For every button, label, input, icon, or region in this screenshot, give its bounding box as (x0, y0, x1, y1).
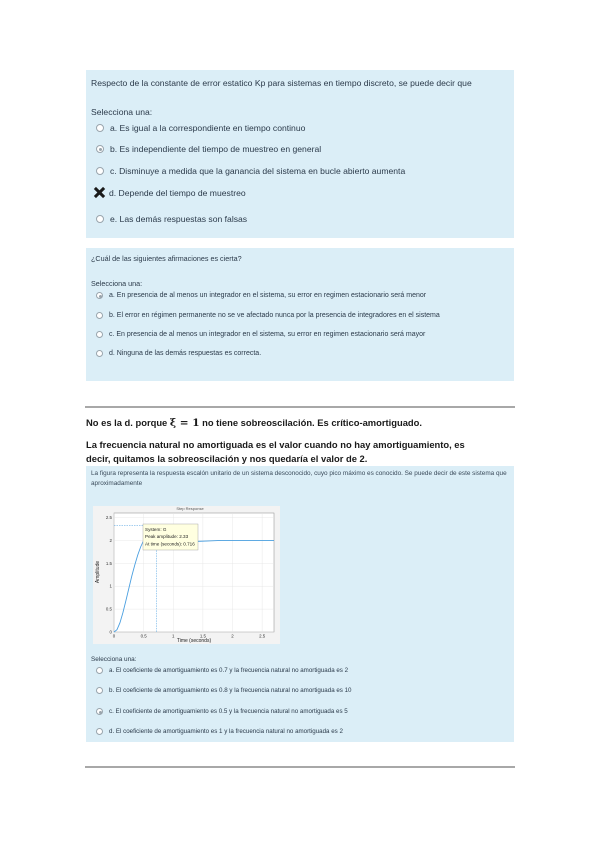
note-text: no tiene sobreoscilación. Es crítico-amortiguado. (202, 417, 422, 428)
option-label: a. En presencia de al menos un integrador en el sistema, su error en regimen estacionario será menor (109, 292, 427, 299)
question-3-card (86, 466, 514, 742)
incorrect-x-icon (94, 187, 105, 198)
divider (85, 766, 515, 768)
y-tick-label: 1.5 (105, 560, 112, 566)
radio-button[interactable] (96, 350, 103, 357)
question-1-option-a[interactable] (96, 123, 305, 133)
option-label: b. El coeficiente de amortiguamiento es 0.8 y la frecuencia natural no amortiguada es 10 (109, 687, 352, 694)
datatip-time: At time (seconds): 0.716 (145, 541, 195, 547)
question-1-option-c[interactable] (96, 166, 405, 176)
step-response-chart (93, 506, 280, 644)
question-1-text: Respecto de la constante de error estatico Kp para sistemas en tiempo discreto, se puede decir que (91, 78, 472, 88)
question-3-option-a[interactable] (96, 667, 348, 674)
question-3-option-d[interactable] (96, 728, 343, 735)
radio-button[interactable] (96, 167, 104, 175)
x-tick-label: 2 (231, 633, 234, 639)
datatip-amplitude: Peak amplitude: 2.33 (145, 534, 189, 539)
question-3-prompt: Selecciona una: (91, 656, 137, 663)
question-1-prompt: Selecciona una: (91, 107, 153, 117)
radio-button[interactable] (96, 124, 104, 132)
x-tick-label: 1 (172, 633, 175, 639)
radio-button[interactable] (96, 728, 103, 735)
option-label: c. El coeficiente de amortiguamiento es 0.5 y la frecuencia natural no amortiguada es 5 (109, 708, 348, 715)
question-2-option-d[interactable] (96, 350, 261, 357)
radio-button[interactable] (96, 687, 103, 694)
question-1-card (86, 70, 514, 238)
radio-button-checked[interactable] (96, 292, 103, 299)
question-3-text: La figura representa la respuesta escalón unitario de un sistema desconocido, cuyo pico máximo es conocido. Se puede decir de este sistema que aproximadamente (91, 470, 507, 487)
x-tick-label: 0.5 (140, 633, 147, 639)
radio-button[interactable] (96, 312, 103, 319)
y-tick-label: 2.5 (105, 515, 112, 521)
radio-button[interactable] (96, 215, 104, 223)
y-tick-label: 0.5 (105, 606, 112, 612)
question-3-option-b[interactable] (96, 687, 352, 694)
question-2-text: ¿Cuál de las siguientes afirmaciones es cierta? (91, 254, 242, 263)
radio-button[interactable] (96, 331, 103, 338)
radio-button[interactable] (96, 667, 103, 674)
y-tick-label: 1 (109, 583, 112, 589)
x-tick-label: 1.5 (199, 633, 206, 639)
option-label: d. Depende del tiempo de muestreo (109, 187, 246, 198)
note-line-3: decir, quitamos la sobreoscilación y nos quedaría el valor de 2. (86, 453, 368, 464)
question-1-option-e[interactable] (96, 214, 247, 224)
y-tick-label: 0 (109, 629, 112, 635)
xi-equation: ξ = 1 (169, 417, 200, 429)
question-2-prompt: Selecciona una: (91, 279, 143, 288)
datatip-system: System: G (145, 527, 167, 532)
question-2-card (86, 248, 514, 381)
question-2-option-b[interactable] (96, 312, 440, 319)
x-axis-label: Time (seconds) (176, 638, 212, 644)
option-label: b. Es independiente del tiempo de muestreo en general (110, 144, 322, 154)
y-tick-label: 2 (109, 537, 112, 543)
option-label: a. El coeficiente de amortiguamiento es 0.7 y la frecuencia natural no amortiguada es 2 (109, 667, 349, 674)
option-label: d. Ninguna de las demás respuestas es correcta. (109, 350, 262, 357)
divider (85, 406, 515, 408)
chart-title: Step Response (176, 506, 204, 511)
x-tick-label: 2.5 (259, 633, 266, 639)
step-response-plot (93, 506, 280, 644)
y-axis-label: Amplitude (95, 560, 101, 584)
question-2-option-a[interactable] (96, 292, 426, 299)
option-label: c. En presencia de al menos un integrador en el sistema, su error en regimen estacionario será mayor (109, 331, 426, 338)
option-label: a. Es igual a la correspondiente en tiempo continuo (110, 123, 306, 133)
question-1-option-b[interactable] (96, 144, 321, 154)
note-text: No es la d. porque (86, 417, 168, 428)
note-line-1 (86, 417, 422, 429)
question-3-option-c[interactable] (96, 708, 348, 715)
option-label: b. El error en régimen permanente no se ve afectado nunca por la presencia de integradores en el sistema (109, 312, 440, 319)
radio-button-checked[interactable] (96, 708, 103, 715)
radio-button-checked[interactable] (96, 145, 104, 153)
x-tick-label: 0 (112, 633, 116, 639)
question-1-option-d[interactable] (96, 187, 246, 198)
note-line-2: La frecuencia natural no amortiguada es el valor cuando no hay amortiguamiento, es (86, 439, 465, 450)
question-2-option-c[interactable] (96, 331, 425, 338)
option-label: c. Disminuye a medida que la ganancia del sistema en bucle abierto aumenta (110, 166, 406, 176)
option-label: d. El coeficiente de amortiguamiento es 1 y la frecuencia natural no amortiguada es 2 (109, 728, 343, 735)
option-label: e. Las demás respuestas son falsas (110, 214, 248, 224)
